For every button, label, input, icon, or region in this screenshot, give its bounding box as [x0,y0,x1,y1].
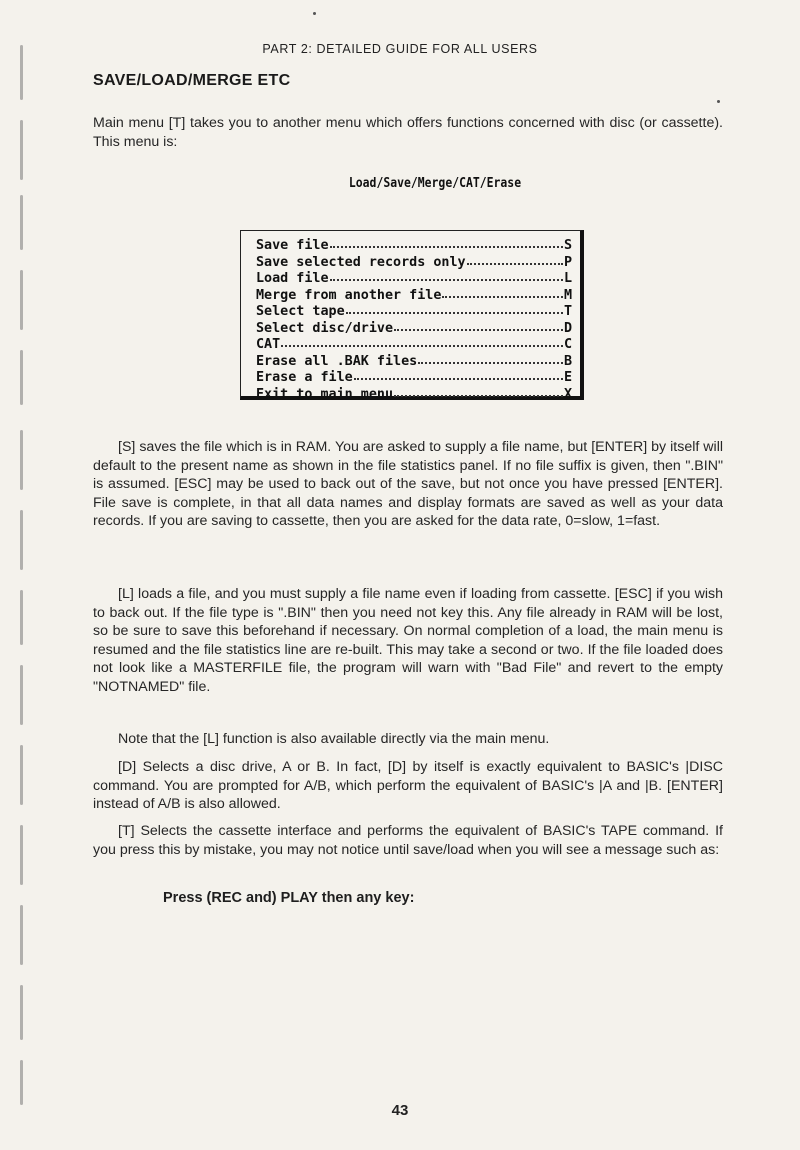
menu-item-key: B [563,353,572,369]
menu-item-label: Erase all .BAK files [256,353,418,369]
leader-dots [418,352,563,364]
menu-item-key: L [563,271,572,286]
menu-item-merge [256,287,572,304]
menu-item-key: S [563,238,572,253]
ink-speck [313,12,316,15]
menu-item-select-tape [256,303,572,320]
tape-paragraph: [T] Selects the cassette interface and performs the equivalent of BASIC's TAPE command. If you press this by mistake, you may not notice until save/load when you will see a message such as: [93,823,723,858]
binding-mark [20,665,23,725]
menu-heading: Load/Save/Merge/CAT/Erase [348,176,522,191]
menu-item-label: Select disc/drive [256,320,394,336]
menu-item-erase-file [256,369,572,386]
running-head: PART 2: DETAILED GUIDE FOR ALL USERS [262,42,538,56]
menu-item-exit [256,386,572,403]
leader-dots [330,269,563,281]
leader-dots [346,302,563,314]
binding-mark [20,905,23,965]
menu-item-label: Exit to main menu [256,386,394,402]
binding-mark [20,350,23,405]
binding-mark [20,1060,23,1105]
menu-item-label: CAT [256,337,281,352]
binding-mark [20,430,23,490]
disc-menu-box [240,230,584,400]
menu-item-cat [256,336,572,353]
disc-paragraph: [D] Selects a disc drive, A or B. In fact, [D] by itself is exactly equivalent to BASIC's |DISC command. You are prompted for A/B, which perform the equivalent of BASIC's |A and |B. [ENTER] instead of A/B is also allowed. [93,759,723,812]
leader-dots [394,319,563,331]
leader-dots [394,385,563,397]
menu-item-key: C [563,337,572,352]
menu-item-save-selected [256,254,572,271]
menu-item-label: Select tape [256,304,345,319]
menu-item-label: Save file [256,238,329,253]
menu-item-label: Save selected records only [256,254,466,270]
page-number: 43 [391,1102,409,1119]
binding-mark [20,825,23,885]
ink-speck [717,100,720,103]
menu-item-key: E [563,370,572,385]
leader-dots [281,335,563,347]
load-paragraph: [L] loads a file, and you must supply a file name even if loading from cassette. [ESC] if you wish to back out. If the file type is ".BIN" then you need not key this. Any file already in RAM will be lost, so be sure to save this beforehand if necessary. On normal completion of a load, the main menu is resumed and the file statistics line are re-built. This may take a second or two. If the file loaded does not look like a MASTERFILE file, the program will warn with "Bad File" and revert to the empty "NOTNAMED" file. [93,586,723,695]
menu-item-label: Load file [256,271,329,286]
binding-mark [20,195,23,250]
binding-mark [20,985,23,1040]
menu-item-label: Merge from another file [256,287,442,303]
leader-dots [467,253,563,265]
menu-item-save-file [256,237,572,254]
section-title: SAVE/LOAD/MERGE ETC [93,72,291,89]
leader-dots [442,286,563,298]
binding-mark [20,120,23,180]
binding-mark [20,510,23,570]
menu-item-key: P [563,254,572,270]
save-paragraph: [S] saves the file which is in RAM. You are asked to supply a file name, but [ENTER] by itself will default to the present name as shown in the file statistics panel. If no file suffix is given, then ".BIN" is assumed. [ESC] may be used to back out of the save, but not once you have pressed [ENTER]. File save is complete, in that all data names and display formats are saved as well as your data records. If you are saving to cassette, then you are asked for the data rate, 0=slow, 1=fast. [93,439,723,529]
menu-item-key: M [563,287,572,303]
leader-dots [354,368,563,380]
leader-dots [330,236,563,248]
menu-item-select-disc [256,320,572,337]
menu-item-key: T [563,304,572,319]
menu-item-label: Erase a file [256,370,353,385]
press-play-message: Press (REC and) PLAY then any key: [163,890,415,906]
menu-item-load-file [256,270,572,287]
menu-item-key: D [563,320,572,336]
menu-item-erase-bak [256,353,572,370]
disc-menu-list [256,237,572,402]
note-paragraph: Note that the [L] function is also available directly via the main menu. [118,731,550,747]
menu-item-key: X [563,386,572,402]
binding-mark [20,745,23,805]
binding-mark [20,270,23,330]
intro-paragraph: Main menu [T] takes you to another menu which offers functions concerned with disc (or cassette). This menu is: [93,115,723,150]
binding-mark [20,590,23,645]
